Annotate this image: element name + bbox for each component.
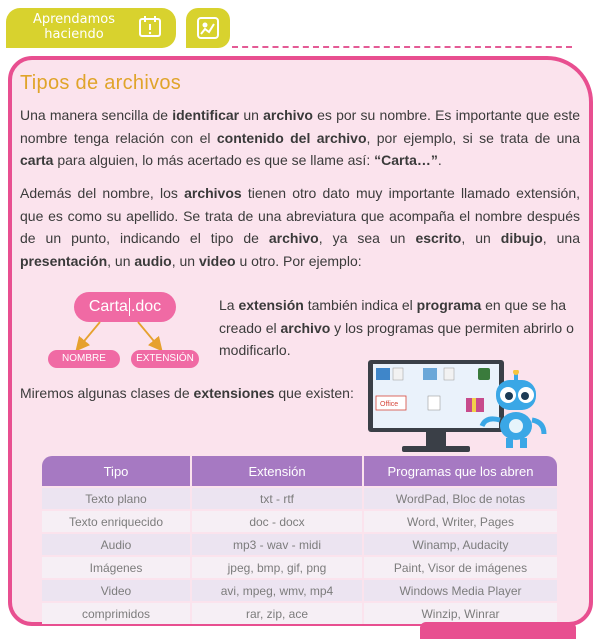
office-label: Office: [380, 401, 399, 408]
bold-run: audio: [134, 252, 172, 269]
text-run: Una manera sencilla de: [20, 107, 173, 123]
bold-run: “Carta…”: [374, 152, 438, 168]
bold-run: archivo: [263, 107, 313, 123]
table-row: [42, 602, 557, 624]
table-cell: Winamp, Audacity: [363, 533, 557, 556]
arrow-to-name: [80, 322, 100, 346]
bold-run: dibujo: [500, 230, 543, 246]
text-run: Miremos algunas clases de: [20, 385, 194, 401]
text-run: en que se ha creado el: [219, 297, 567, 336]
bold-run: contenido del archivo: [216, 129, 367, 146]
table-cell: Paint, Visor de imágenes: [363, 556, 557, 579]
table-cell: doc - docx: [191, 510, 363, 533]
section-badge: [6, 8, 176, 48]
bold-run: archivo: [268, 230, 319, 246]
footer-logo-strip: [420, 622, 576, 639]
file-icon: [393, 368, 403, 380]
table-cell: Word, Writer, Pages: [363, 510, 557, 533]
column-header-type: Tipo: [42, 456, 191, 487]
table-cell: Winzip, Winrar: [363, 602, 557, 624]
bold-run: archivo: [280, 319, 331, 336]
page-title: Tipos de archivos: [20, 72, 182, 94]
robot-mascot: [478, 370, 558, 450]
paragraph-intro: [20, 104, 580, 172]
table-cell: Texto enriquecido: [42, 510, 191, 533]
text-run: y los programas que permiten abrirlo o modificarlo.: [219, 319, 574, 358]
text-run: , un: [107, 252, 135, 269]
teamwork-icon: [197, 17, 219, 39]
bold-run: extensión: [238, 297, 304, 313]
filename-name: Carta: [88, 298, 128, 315]
table-cell: Video: [42, 579, 191, 602]
text-run: , un: [461, 230, 501, 246]
activity-badge: [186, 8, 230, 48]
text-run: La: [219, 297, 239, 313]
text-run: u otro. Por ejemplo:: [235, 252, 362, 269]
text-run: , un: [171, 252, 199, 269]
text-run: un: [239, 107, 264, 123]
text-run: para alguien, lo más acertado es que se llame así:: [53, 152, 375, 168]
filename-extension: .doc: [130, 298, 162, 315]
bold-run: archivos: [184, 185, 242, 201]
table-cell: Imágenes: [42, 556, 191, 579]
table-cell: jpeg, bmp, gif, png: [191, 556, 363, 579]
badge-line-2: haciendo: [44, 27, 104, 42]
badge-line-1: Aprendamos: [32, 12, 116, 27]
table-header-row: [42, 456, 557, 487]
column-header-programs: Programas que los abren: [363, 456, 557, 487]
arrow-to-extension: [138, 322, 158, 346]
text-cursor: [129, 298, 130, 316]
dashed-divider: [232, 46, 572, 48]
bold-run: carta: [20, 152, 54, 168]
calendar-alert-icon: [138, 16, 162, 38]
table-cell: WordPad, Bloc de notas: [363, 487, 557, 510]
table-cell: Windows Media Player: [363, 579, 557, 602]
filename-example: [74, 292, 176, 322]
table-row: [42, 533, 557, 556]
paragraph-extension: [20, 182, 580, 272]
text-run: Además del nombre, los: [20, 185, 185, 201]
file-icon: [428, 396, 440, 410]
file-icon: [376, 368, 390, 380]
paragraph-programs: [219, 294, 587, 362]
table-cell: Audio: [42, 533, 191, 556]
text-run: es por su nombre. Es importante que este nombre tenga relación con el: [20, 107, 580, 146]
extensions-table: [42, 456, 557, 624]
text-run: tienen otro dato muy importante llamado extensión, que es como su apellido. Se trata de una abreviatura que acompaña el nombre después de un punto, indicando el tipo de: [20, 185, 580, 246]
text-run: también indica el: [303, 297, 417, 313]
bold-run: escrito: [415, 230, 462, 246]
text-run: que existen:: [274, 385, 354, 401]
table-cell: rar, zip, ace: [191, 602, 363, 624]
file-icon: [423, 368, 437, 380]
text-run: , ya sea un: [318, 230, 416, 246]
text-run: .: [437, 152, 442, 168]
bold-run: extensiones: [193, 385, 275, 401]
diagram-arrows: [60, 320, 180, 352]
table-cell: comprimidos: [42, 602, 191, 624]
label-extension: EXTENSIÓN: [131, 350, 199, 368]
table-row: [42, 510, 557, 533]
column-header-extension: Extensión: [191, 456, 363, 487]
paragraph-lead-table: [20, 385, 354, 401]
bold-run: presentación: [20, 252, 108, 269]
table-row: [42, 487, 557, 510]
file-icon: [444, 368, 454, 380]
bold-run: identificar: [172, 107, 240, 123]
table-cell: txt - rtf: [191, 487, 363, 510]
label-name: NOMBRE: [48, 350, 120, 368]
text-run: , por ejemplo, si se trata de una: [366, 129, 580, 146]
table-cell: Texto plano: [42, 487, 191, 510]
table-cell: mp3 - wav - midi: [191, 533, 363, 556]
text-run: , una: [542, 230, 581, 246]
table-row: [42, 556, 557, 579]
badge-label: [24, 12, 124, 42]
bold-run: video: [198, 252, 236, 269]
table-cell: avi, mpeg, wmv, mp4: [191, 579, 363, 602]
bold-run: programa: [416, 297, 482, 313]
table-row: [42, 579, 557, 602]
